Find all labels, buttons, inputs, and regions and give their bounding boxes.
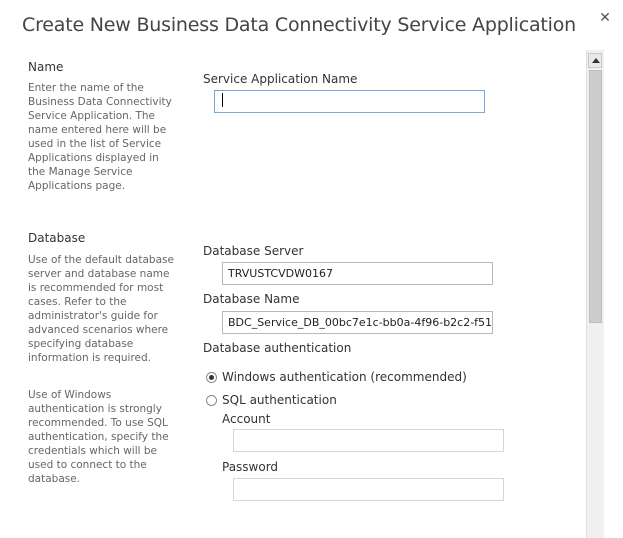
close-icon: ✕ <box>599 10 611 26</box>
database-name-input[interactable]: BDC_Service_DB_00bc7e1c-bb0a-4f96-b2c2-f51 <box>222 311 493 334</box>
password-input[interactable] <box>233 478 504 501</box>
vertical-scrollbar[interactable] <box>586 50 604 538</box>
dialog-title: Create New Business Data Connectivity Service Application <box>22 14 576 36</box>
sql-auth-radio[interactable] <box>206 395 217 406</box>
windows-auth-radio[interactable] <box>206 372 217 383</box>
authentication-description: Use of Windows authentication is strongly recommended. To use SQL authentication, specify the credentials which will be used to connect to the database. <box>28 389 169 485</box>
sql-auth-option[interactable] <box>206 393 337 407</box>
database-section-description: Use of the default database server and database name is recommended for most cases. Refer to the administrator's guide for advanced scenarios where specifying database information is required. <box>28 254 174 364</box>
database-section-title: Database <box>28 231 86 245</box>
windows-auth-option[interactable] <box>206 370 467 384</box>
scroll-up-button[interactable] <box>588 53 602 68</box>
name-section-description: Enter the name of the Business Data Connectivity Service Application. The name entered here will be used in the list of Service Applications displayed in the Manage Service Applications page. <box>28 82 172 192</box>
service-app-name-label: Service Application Name <box>203 72 358 86</box>
account-input[interactable] <box>233 429 504 452</box>
database-authentication-label: Database authentication <box>203 341 352 355</box>
service-app-name-input[interactable] <box>214 90 485 113</box>
database-name-label: Database Name <box>203 292 300 306</box>
password-label: Password <box>222 460 279 474</box>
database-server-label: Database Server <box>203 244 304 258</box>
text-caret <box>222 93 223 107</box>
dialog-content <box>0 50 586 538</box>
windows-auth-label: Windows authentication (recommended) <box>222 370 467 384</box>
name-section-title: Name <box>28 60 64 74</box>
sql-auth-label: SQL authentication <box>222 393 337 407</box>
account-label: Account <box>222 412 271 426</box>
database-server-input[interactable]: TRVUSTCVDW0167 <box>222 262 493 285</box>
close-button[interactable] <box>597 10 613 26</box>
scroll-thumb[interactable] <box>589 70 602 323</box>
